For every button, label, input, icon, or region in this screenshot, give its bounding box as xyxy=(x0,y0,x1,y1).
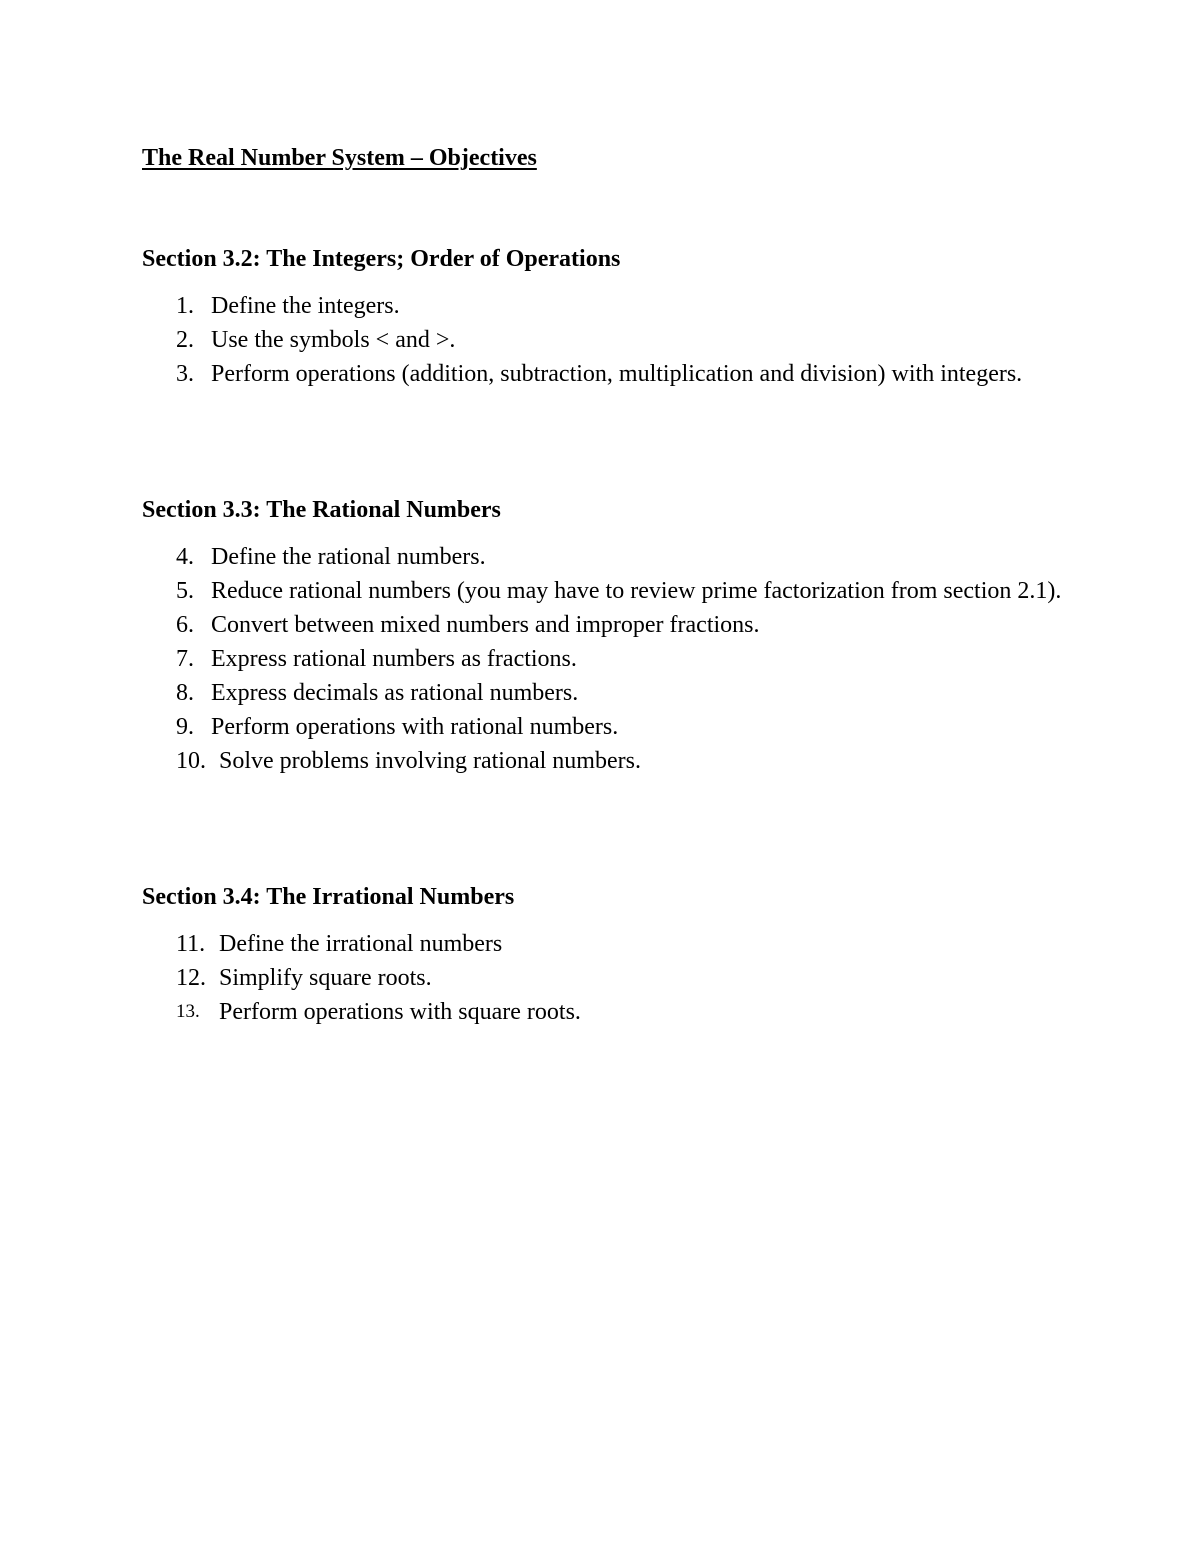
objective-item xyxy=(142,608,1072,642)
section-integers xyxy=(142,244,1072,391)
objective-item xyxy=(142,540,1072,574)
objective-number: 2. xyxy=(176,327,194,353)
objective-list xyxy=(142,927,1072,1029)
objective-number: 9. xyxy=(176,714,194,740)
objective-number: 4. xyxy=(176,544,194,570)
objective-text: Perform operations (addition, subtraction, multiplication and division) with integers. xyxy=(211,361,1023,387)
objective-number: 6. xyxy=(176,612,194,638)
objective-item xyxy=(142,676,1072,710)
objective-number: 8. xyxy=(176,680,194,706)
section-heading: Section 3.4: The Irrational Numbers xyxy=(142,884,515,910)
objective-number: 3. xyxy=(176,361,194,387)
objective-item xyxy=(142,995,1072,1029)
objective-item xyxy=(142,710,1072,744)
objective-text: Define the integers. xyxy=(211,293,400,319)
section-heading: Section 3.3: The Rational Numbers xyxy=(142,497,501,523)
objective-item xyxy=(142,289,1072,323)
section-heading: Section 3.2: The Integers; Order of Operations xyxy=(142,246,621,272)
objective-item xyxy=(142,574,1072,608)
objective-number: 12. xyxy=(176,965,206,991)
objective-item xyxy=(142,927,1072,961)
objective-text: Express decimals as rational numbers. xyxy=(211,680,579,706)
objective-item xyxy=(142,357,1072,391)
section-rational-numbers xyxy=(142,495,1072,778)
objective-item xyxy=(142,744,1072,778)
objective-item xyxy=(142,961,1072,995)
objective-number: 13. xyxy=(176,1001,200,1022)
objective-number: 5. xyxy=(176,578,194,604)
document-title: The Real Number System – Objectives xyxy=(142,145,537,171)
objective-text: Define the rational numbers. xyxy=(211,544,486,570)
objective-text: Use the symbols < and >. xyxy=(211,327,456,353)
objective-text: Express rational numbers as fractions. xyxy=(211,646,577,672)
objective-item xyxy=(142,323,1072,357)
objective-text: Perform operations with square roots. xyxy=(219,999,581,1025)
objective-number: 10. xyxy=(176,748,206,774)
objective-number: 1. xyxy=(176,293,194,319)
objective-item xyxy=(142,642,1072,676)
objective-text: Solve problems involving rational numbers. xyxy=(219,748,641,774)
objective-number: 11. xyxy=(176,931,206,957)
objective-text: Convert between mixed numbers and improper fractions. xyxy=(211,612,760,638)
objective-text: Reduce rational numbers (you may have to review prime factorization from section 2.1). xyxy=(211,578,1062,604)
objective-list xyxy=(142,540,1072,778)
objective-list xyxy=(142,289,1072,391)
objective-text: Perform operations with rational numbers. xyxy=(211,714,619,740)
section-irrational-numbers xyxy=(142,882,1072,1029)
objective-text: Simplify square roots. xyxy=(219,965,432,991)
objective-text: Define the irrational numbers xyxy=(219,931,503,957)
objective-number: 7. xyxy=(176,646,194,672)
